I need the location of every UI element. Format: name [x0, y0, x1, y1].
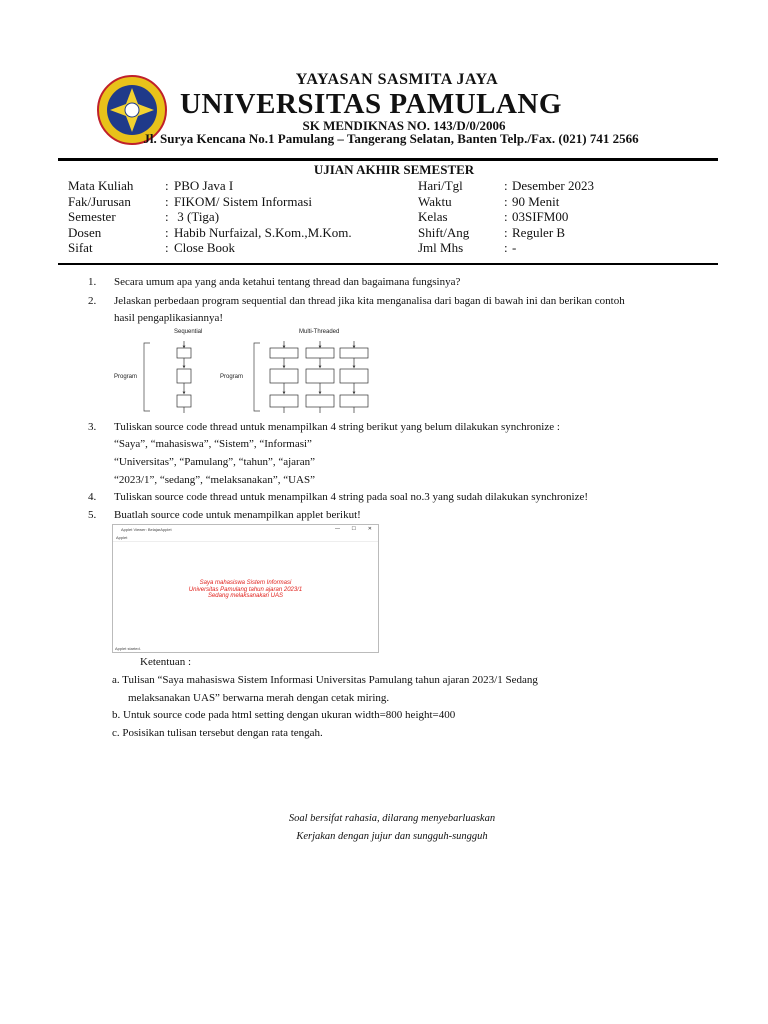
info-divider — [58, 263, 718, 265]
multithread-bracket — [254, 343, 260, 411]
sequential-bracket — [144, 343, 150, 411]
info-row — [68, 178, 352, 194]
info-label: Sifat — [68, 240, 93, 255]
info-label: Fak/Jurusan — [68, 193, 131, 209]
info-label: Hari/Tgl — [418, 178, 463, 193]
info-value: 3 (Tiga) — [174, 209, 220, 224]
applet-text-line: Sedang melaksanakan UAS — [207, 593, 284, 599]
info-label: Semester — [68, 209, 116, 224]
info-separator: : — [504, 224, 508, 240]
question-5 — [88, 508, 361, 522]
applet-content — [113, 580, 378, 600]
info-value: Desember 2023 — [512, 178, 594, 193]
info-label: Dosen — [68, 224, 102, 240]
info-row — [68, 225, 352, 241]
thread-box — [270, 348, 298, 358]
multithread-boxes — [270, 341, 368, 413]
info-row — [68, 194, 352, 210]
q3-string-line: “Saya”, “mahasiswa”, “Sistem”, “Informasi” — [114, 438, 312, 450]
info-separator: : — [504, 209, 508, 224]
program-label-right: Program — [220, 374, 244, 380]
question-1 — [88, 275, 460, 289]
thread-box — [306, 369, 334, 383]
info-separator: : — [165, 178, 169, 193]
question-number: 1. — [88, 276, 97, 288]
q3-string-line: “2023/1”, “sedang”, “melaksanakan”, “UAS” — [114, 474, 315, 486]
info-label: Mata Kuliah — [68, 178, 134, 193]
info-value: FIKOM/ Sistem Informasi — [174, 193, 312, 209]
question-number: 4. — [88, 491, 97, 503]
ketentuan-c: c. Posisikan tulisan tersebut dengan rata tengah. — [112, 727, 323, 739]
question-number: 5. — [88, 509, 97, 521]
q3-string-line: “Universitas”, “Pamulang”, “tahun”, “ajaran” — [114, 456, 315, 468]
applet-status: Applet started. — [115, 646, 141, 651]
applet-window-screenshot — [112, 524, 379, 653]
info-separator: : — [504, 178, 508, 193]
university-address: Jl. Surya Kencana No.1 Pamulang – Tangerang Selatan, Banten Telp./Fax. (021) 741 2566 — [143, 131, 639, 146]
exam-info-left — [68, 178, 352, 256]
info-label: Shift/Ang — [418, 224, 470, 240]
info-label: Jml Mhs — [418, 240, 464, 255]
info-row — [418, 225, 594, 241]
question-2-continued: hasil pengaplikasiannya! — [114, 312, 224, 324]
info-value: - — [512, 240, 517, 255]
info-row — [68, 240, 352, 256]
question-text: Secara umum apa yang anda ketahui tentang thread dan bagaimana fungsinya? — [114, 276, 461, 288]
info-value: Reguler B — [512, 224, 566, 240]
question-2 — [88, 294, 625, 308]
thread-box — [340, 369, 368, 383]
ketentuan-b: b. Untuk source code pada html setting dengan ukuran width=800 height=400 — [112, 709, 456, 721]
info-separator: : — [165, 209, 169, 224]
decree-number: SK MENDIKNAS NO. 143/D/0/2006 — [302, 118, 506, 133]
multithreaded-label: Multi-Threaded — [299, 329, 340, 335]
info-separator: : — [165, 240, 169, 255]
info-label: Waktu — [418, 193, 452, 209]
thread-box — [306, 395, 334, 407]
info-separator: : — [504, 240, 508, 255]
header-divider — [58, 158, 718, 161]
info-row — [68, 209, 352, 225]
ketentuan-heading: Ketentuan : — [140, 656, 192, 668]
exam-title: UJIAN AKHIR SEMESTER — [313, 162, 475, 177]
thread-box — [306, 348, 334, 358]
info-value: 03SIFM00 — [512, 209, 569, 224]
applet-text-line: Universitas Pamulang tahun ajaran 2023/1 — [188, 586, 303, 593]
foundation-name: YAYASAN SASMITA JAYA — [295, 71, 499, 88]
ketentuan-a: a. Tulisan “Saya mahasiswa Sistem Informasi Universitas Pamulang tahun ajaran 2023/1 Sedang — [112, 674, 538, 686]
applet-title: Applet Viewer: BelajarApplet — [121, 527, 172, 532]
sequential-boxes — [177, 341, 191, 413]
applet-menu: Applet — [113, 534, 378, 542]
question-text: Buatlah source code untuk menampilkan applet berikut! — [114, 509, 361, 521]
applet-text-line: Saya mahasiswa Sistem Informasi — [199, 580, 292, 586]
thread-box — [340, 395, 368, 407]
info-row — [418, 209, 594, 225]
thread-box — [340, 348, 368, 358]
thread-box — [270, 395, 298, 407]
applet-titlebar — [113, 525, 378, 534]
info-label: Kelas — [418, 209, 448, 224]
info-separator: : — [165, 224, 169, 240]
question-number: 3. — [88, 421, 97, 433]
minimize-icon: — — [335, 526, 340, 532]
maximize-icon: ☐ — [351, 526, 356, 532]
info-row — [418, 240, 594, 256]
question-text: Tuliskan source code thread untuk menampilkan 4 string pada soal no.3 yang sudah dilakukan synchronize! — [114, 491, 589, 503]
thread-diagram — [114, 325, 372, 415]
info-row — [418, 178, 594, 194]
info-value: PBO Java I — [174, 178, 234, 193]
university-name: UNIVERSITAS PAMULANG — [180, 88, 562, 120]
exam-info-right — [418, 178, 594, 256]
info-row — [418, 194, 594, 210]
question-4 — [88, 490, 588, 504]
footer-honesty: Kerjakan dengan jujur dan sungguh-sungguh — [296, 831, 488, 842]
question-text: Tuliskan source code thread untuk menampilkan 4 string berikut yang belum dilakukan synchronize : — [114, 421, 560, 433]
footer-confidential: Soal bersifat rahasia, dilarang menyebarluaskan — [288, 813, 496, 824]
question-3 — [88, 420, 560, 434]
info-separator: : — [165, 193, 169, 209]
info-value: 90 Menit — [512, 193, 560, 209]
question-text: Jelaskan perbedaan program sequential dan thread jika kita menganalisa dari bagan di bawah ini dan berikan contoh — [114, 295, 625, 307]
sequential-label: Sequential — [174, 329, 203, 335]
question-number: 2. — [88, 295, 97, 307]
logo-center — [125, 103, 139, 117]
thread-box — [270, 369, 298, 383]
info-value: Habib Nurfaizal, S.Kom.,M.Kom. — [174, 224, 352, 240]
program-label-left: Program — [114, 374, 138, 380]
info-separator: : — [504, 193, 508, 209]
close-icon: ✕ — [367, 526, 372, 532]
info-value: Close Book — [174, 240, 236, 255]
ketentuan-a-continued: melaksanakan UAS” berwarna merah dengan cetak miring. — [128, 692, 390, 704]
